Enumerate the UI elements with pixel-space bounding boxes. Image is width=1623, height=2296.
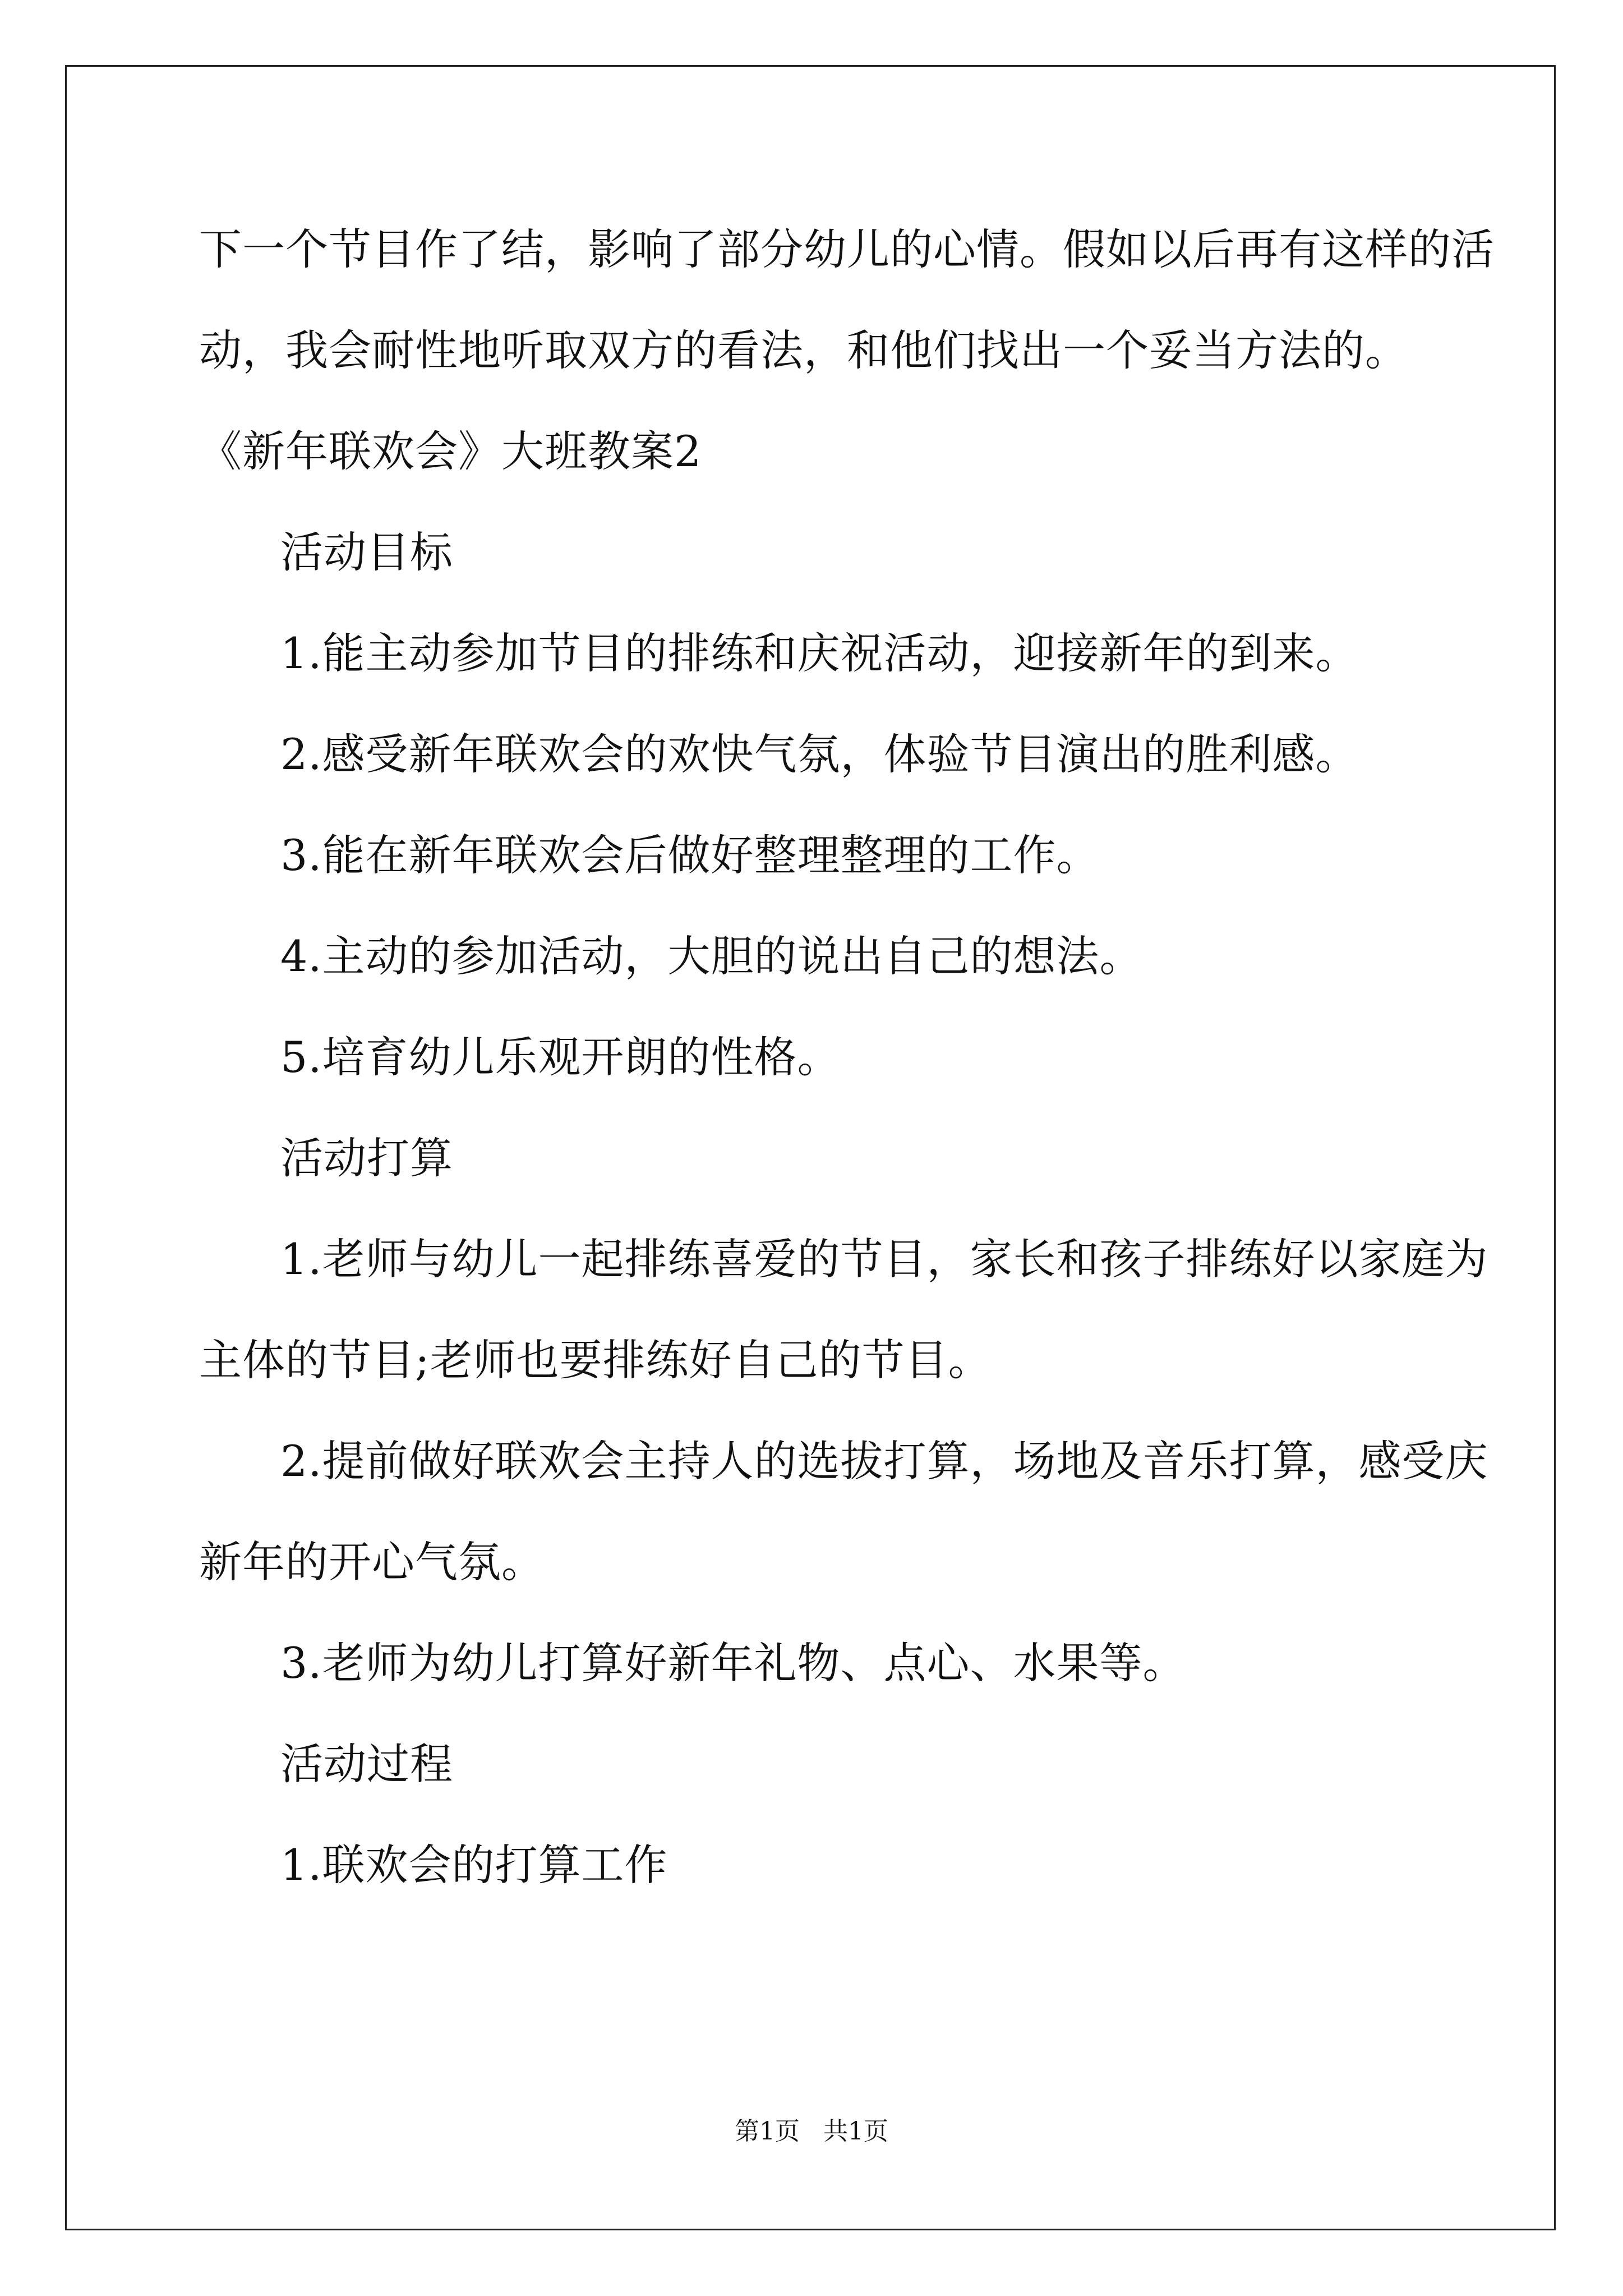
list-item-continuation: 新年的开心气氛。 xyxy=(199,1537,545,1587)
list-item: 3.老师为幼儿打算好新年礼物、点心、水果等。 xyxy=(280,1638,1186,1688)
list-item: 2.感受新年联欢会的欢快气氛，体验节目演出的胜利感。 xyxy=(280,729,1359,779)
section-title: 《新年联欢会》大班教案2 xyxy=(199,426,702,476)
list-item: 2.提前做好联欢会主持人的选拔打算，场地及音乐打算，感受庆 xyxy=(280,1436,1488,1486)
section-heading: 活动目标 xyxy=(280,527,453,577)
page-footer: 第1页 共1页 xyxy=(735,2117,888,2146)
paragraph-line: 下一个节目作了结，影响了部分幼儿的心情。假如以后再有这样的活 xyxy=(199,224,1495,274)
list-item-continuation: 主体的节目;老师也要排练好自己的节目。 xyxy=(199,1335,992,1385)
section-heading: 活动打算 xyxy=(280,1133,453,1183)
list-item: 1.联欢会的打算工作 xyxy=(280,1840,668,1890)
list-item: 3.能在新年联欢会后做好整理整理的工作。 xyxy=(280,830,1100,880)
list-item: 1.能主动参加节目的排练和庆祝活动，迎接新年的到来。 xyxy=(280,628,1359,678)
list-item: 4.主动的参加活动，大胆的说出自己的想法。 xyxy=(280,931,1143,981)
list-item: 1.老师与幼儿一起排练喜爱的节目，家长和孩子排练好以家庭为 xyxy=(280,1234,1488,1284)
list-item: 5.培育幼儿乐观开朗的性格。 xyxy=(280,1032,841,1082)
section-heading: 活动过程 xyxy=(280,1739,453,1789)
paragraph-line: 动，我会耐性地听取双方的看法，和他们找出一个妥当方法的。 xyxy=(199,325,1408,375)
